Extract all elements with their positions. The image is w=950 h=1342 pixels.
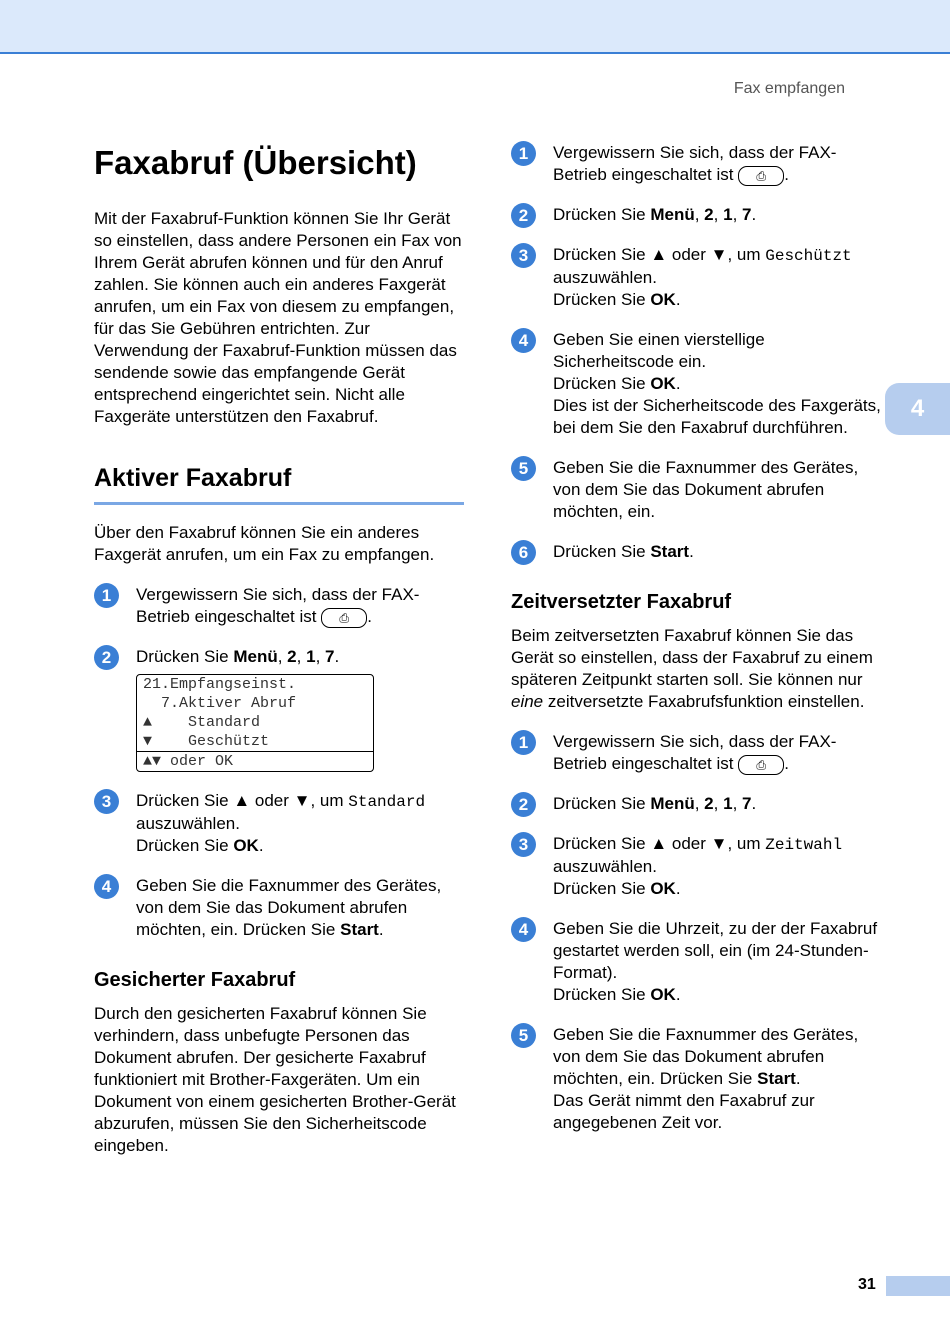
step-number: 4 (511, 917, 536, 942)
step-number: 1 (94, 583, 119, 608)
intro-paragraph: Mit der Faxabruf-Funktion können Sie Ihr Gerät so einstellen, dass andere Personen ein Fax von Ihrem Gerät abrufen können und für den Anruf zahlen. Sie können auch ein anderes Faxgerät anrufen, um ein Fax von diesem zu empfangen, für das Sie Gebühren entrichten. Zur Verwendung der Faxabruf-Funktion müssen das sendende sowie das empfangende Gerät entsprechend eingerichtet sein. Nicht alle Faxgeräte unterstützen den Faxabruf. (94, 209, 462, 426)
subsection-paragraph: Durch den gesicherten Faxabruf können Sie verhindern, dass unbefugte Personen das Dokument abrufen. Der gesicherte Faxabruf funktioniert mit Brother-Faxgeräten. Um ein Dokument von einem gesicherten Brother-Gerät abzurufen, müssen Sie den Sicherheitscode eingeben. (94, 1004, 456, 1155)
step-5: 5 Geben Sie die Faxnummer des Gerätes, von dem Sie das Dokument abrufen möchten, ein. Drücken Sie Start. Das Gerät nimmt den Faxabruf zur angegebenen Zeit vor. (511, 1024, 881, 1134)
step-number: 2 (511, 792, 536, 817)
subsection-heading: Zeitversetzter Faxabruf (511, 591, 732, 613)
step-3: 3 Drücken Sie ▲ oder ▼, um Standard auszuwählen. Drücken Sie OK. (94, 790, 464, 857)
page-number-bar (886, 1276, 950, 1296)
left-column (94, 142, 464, 1157)
lcd-line: ▲ Standard (143, 714, 261, 731)
lcd-line: ▼ Geschützt (143, 733, 270, 750)
fax-mode-icon: ⎙ (738, 166, 784, 186)
top-banner (0, 0, 950, 54)
lcd-line: 7.Aktiver Abruf (143, 695, 297, 712)
running-header: Fax empfangen (733, 80, 845, 97)
step-number: 3 (511, 243, 536, 268)
step-number: 5 (511, 456, 536, 481)
step-1: 1 Vergewissern Sie sich, dass der FAX-Betrieb eingeschaltet ist ⎙ . (511, 731, 881, 775)
step-number: 4 (94, 874, 119, 899)
step-1: 1 Vergewissern Sie sich, dass der FAX-Betrieb eingeschaltet ist ⎙ . (94, 584, 464, 628)
page-title: Faxabruf (Übersicht) (94, 144, 417, 181)
step-number: 2 (94, 645, 119, 670)
section-intro: Über den Faxabruf können Sie ein anderes Faxgerät anrufen, um ein Fax zu empfangen. (94, 523, 435, 564)
step-number: 1 (511, 141, 536, 166)
lcd-line: 21.Empfangseinst. (143, 676, 297, 693)
step-2: 2 Drücken Sie Menü, 2, 1, 7. (94, 646, 464, 668)
step-2: 2 Drücken Sie Menü, 2, 1, 7. (511, 204, 881, 226)
step-4: 4 Geben Sie die Uhrzeit, zu der der Faxabruf gestartet werden soll, ein (im 24-Stunden-Format). Drücken Sie OK. (511, 918, 881, 1006)
step-number: 4 (511, 328, 536, 353)
step-3: 3 Drücken Sie ▲ oder ▼, um Geschützt auszuwählen. Drücken Sie OK. (511, 244, 881, 311)
page-number: 31 (858, 1276, 876, 1293)
step-2: 2 Drücken Sie Menü, 2, 1, 7. (511, 793, 881, 815)
chapter-tab: 4 (885, 383, 950, 435)
step-5: 5 Geben Sie die Faxnummer des Gerätes, von dem Sie das Dokument abrufen möchten, ein. (511, 457, 881, 523)
fax-mode-icon: ⎙ (738, 755, 784, 775)
step-4: 4 Geben Sie die Faxnummer des Gerätes, von dem Sie das Dokument abrufen möchten, ein. Drücken Sie Start. (94, 875, 464, 941)
step-3: 3 Drücken Sie ▲ oder ▼, um Zeitwahl auszuwählen. Drücken Sie OK. (511, 833, 881, 900)
fax-mode-icon: ⎙ (321, 608, 367, 628)
step-4: 4 Geben Sie einen vierstellige Sicherheitscode ein. Drücken Sie OK. Dies ist der Sicherheitscode des Faxgeräts, bei dem Sie den Faxabruf durchführen. (511, 329, 881, 439)
step-number: 5 (511, 1023, 536, 1048)
step-6: 6 Drücken Sie Start. (511, 541, 881, 563)
right-column (511, 142, 881, 1152)
step-number: 2 (511, 203, 536, 228)
step-number: 3 (511, 832, 536, 857)
step-1: 1 Vergewissern Sie sich, dass der FAX-Betrieb eingeschaltet ist ⎙ . (511, 142, 881, 186)
step-number: 1 (511, 730, 536, 755)
section-heading: Aktiver Faxabruf (94, 462, 464, 505)
lcd-display (136, 674, 374, 772)
step-number: 6 (511, 540, 536, 565)
subsection-heading: Gesicherter Faxabruf (94, 969, 296, 991)
subsection-paragraph: Beim zeitversetzten Faxabruf können Sie das Gerät so einstellen, dass der Faxabruf zu einem späteren Zeitpunkt starten soll. Sie können nur eine zeitversetzte Faxabrufsfunktion einstellen. (511, 626, 873, 711)
step-number: 3 (94, 789, 119, 814)
lcd-line: ▲▼ oder OK (137, 751, 373, 771)
